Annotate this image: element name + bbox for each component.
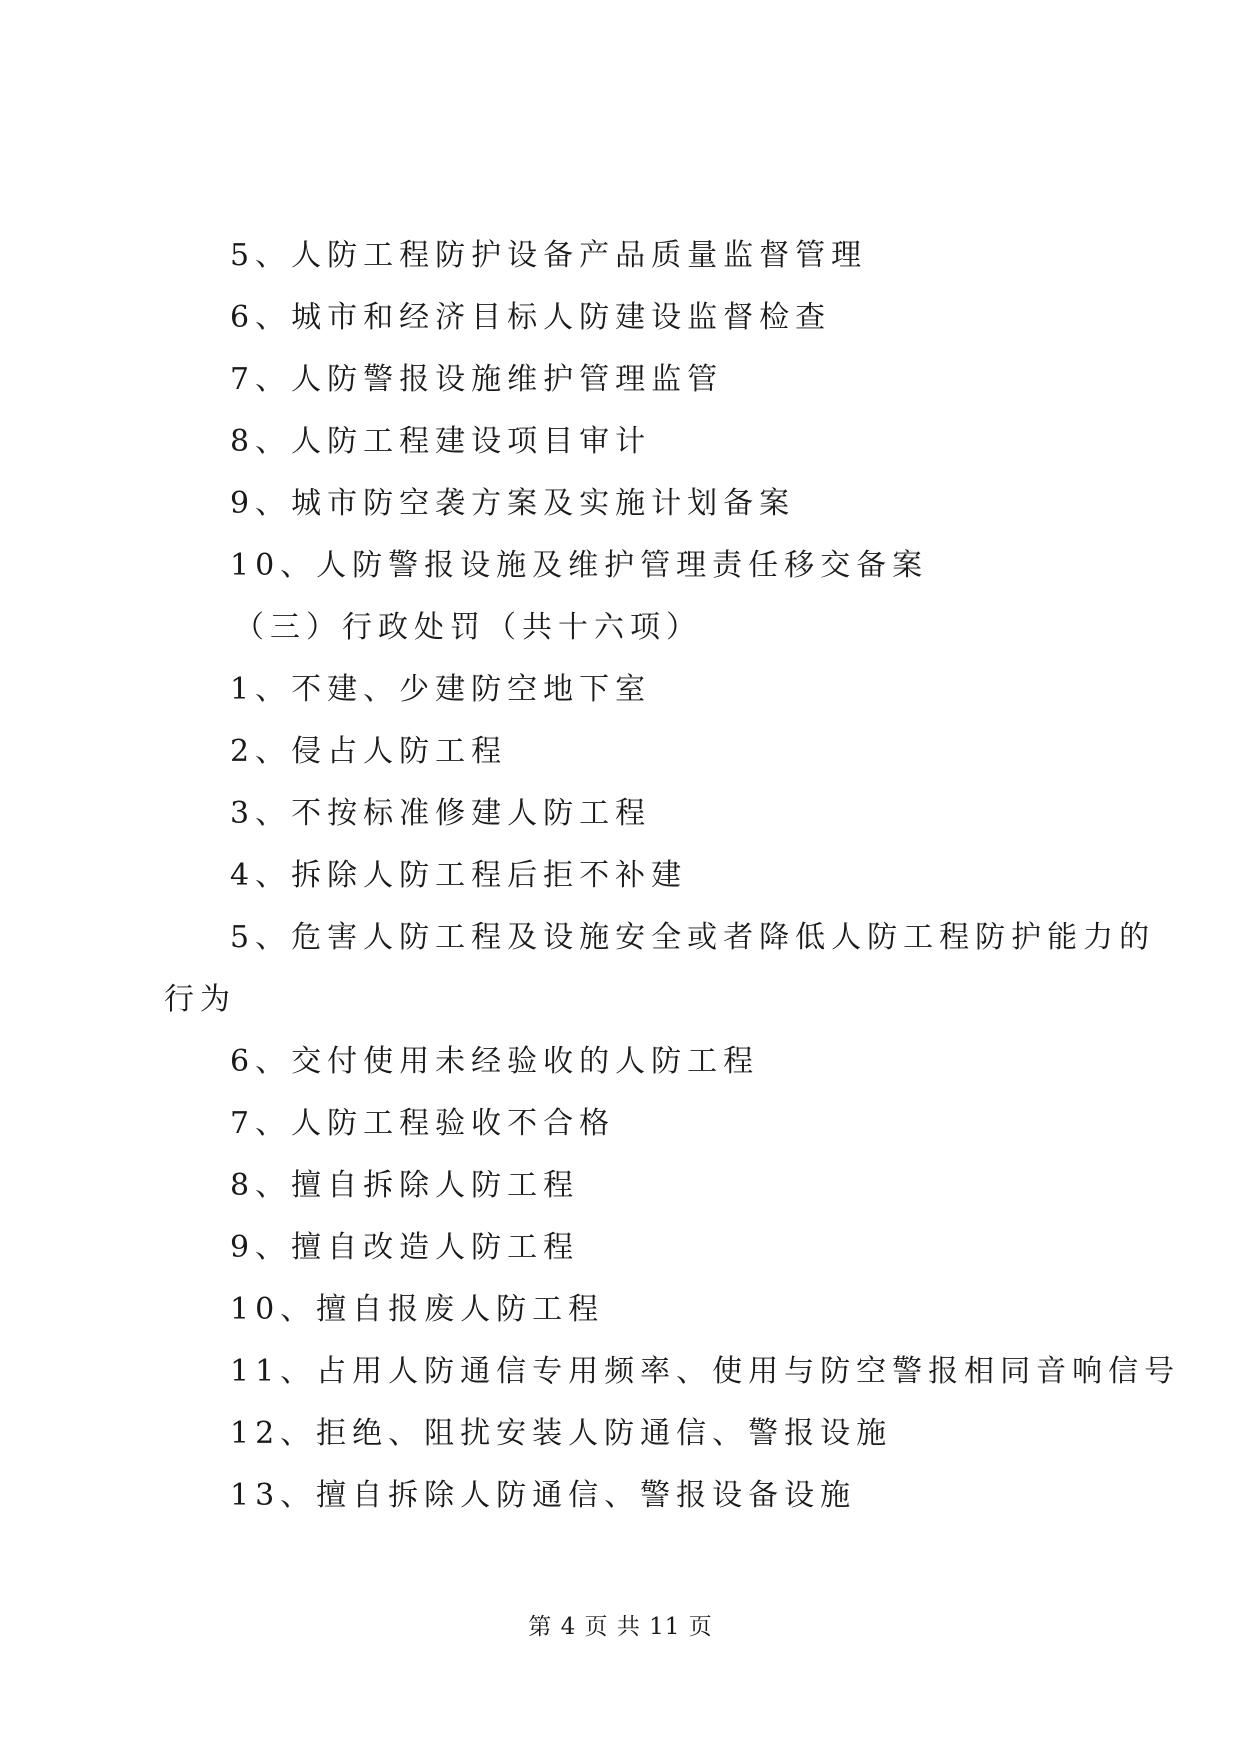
list-item: 9、擅自改造人防工程	[230, 1230, 580, 1265]
page-footer: 第 4 页 共 11 页	[528, 1614, 713, 1640]
list-item: 10、人防警报设施及维护管理责任移交备案	[230, 548, 929, 583]
list-item: 11、占用人防通信专用频率、使用与防空警报相同音响信号	[230, 1354, 1181, 1389]
list-item: 7、人防警报设施维护管理监管	[230, 362, 724, 397]
list-item: 9、城市防空袭方案及实施计划备案	[230, 486, 796, 521]
list-item: 12、拒绝、阻扰安装人防通信、警报设施	[230, 1416, 893, 1451]
list-item: 5、危害人防工程及设施安全或者降低人防工程防护能力的	[230, 920, 1156, 955]
list-item: 5、人防工程防护设备产品质量监督管理	[230, 238, 868, 273]
list-item: 6、城市和经济目标人防建设监督检查	[230, 300, 832, 335]
list-item: 2、侵占人防工程	[230, 734, 508, 769]
list-item: 8、擅自拆除人防工程	[230, 1168, 580, 1203]
list-item: 8、人防工程建设项目审计	[230, 424, 652, 459]
list-item: 4、拆除人防工程后拒不补建	[230, 858, 688, 893]
list-item: 6、交付使用未经验收的人防工程	[230, 1044, 760, 1079]
list-item: 13、擅自拆除人防通信、警报设备设施	[230, 1478, 857, 1513]
list-item-continuation: 行为	[164, 982, 236, 1017]
list-item: 1、不建、少建防空地下室	[230, 672, 652, 707]
section-heading: （三）行政处罚（共十六项）	[234, 610, 702, 645]
list-item: 10、擅自报废人防工程	[230, 1292, 605, 1327]
list-item: 7、人防工程验收不合格	[230, 1106, 616, 1141]
list-item: 3、不按标准修建人防工程	[230, 796, 652, 831]
